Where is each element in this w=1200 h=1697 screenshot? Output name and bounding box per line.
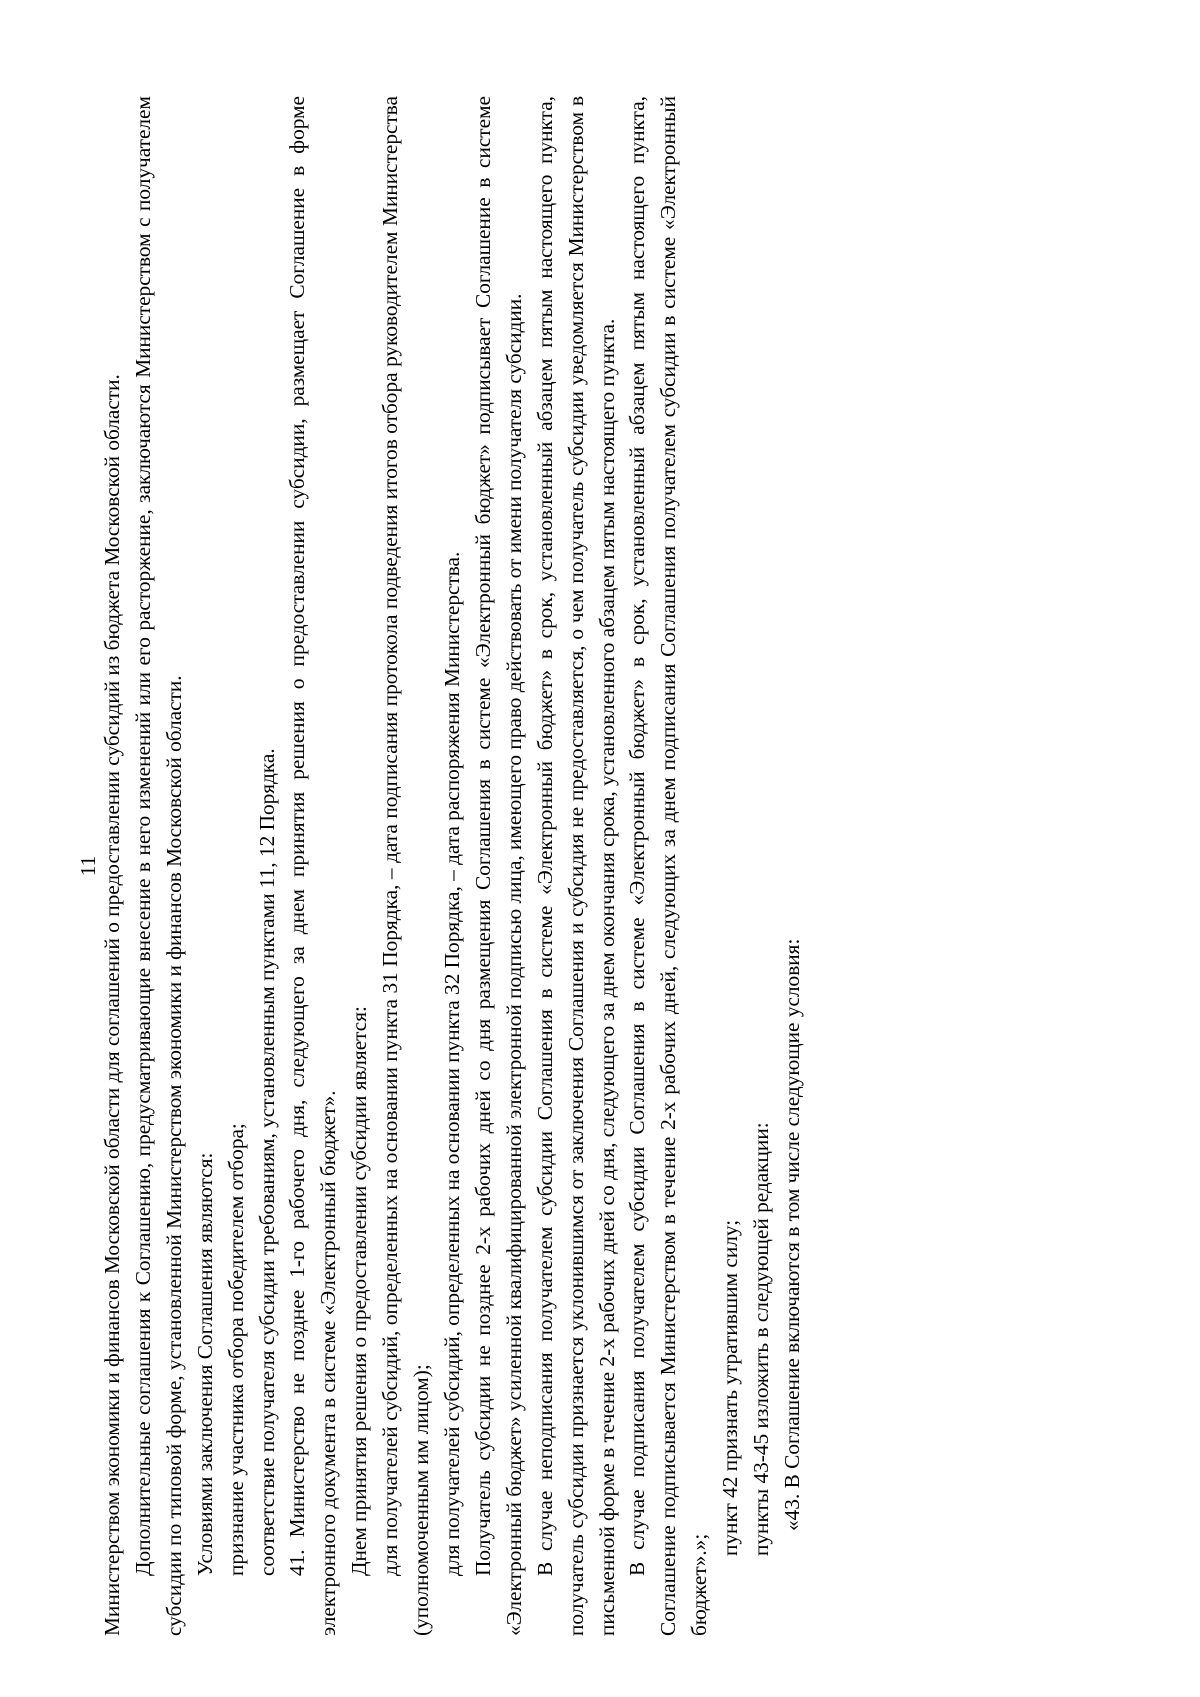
paragraph: В случае подписания получателем субсидии Соглашения в системе «Электронный бюджет» в срок, установленный абзацем пятым настоящего пункта, Соглашение подписывается Министерством в течение 2-х рабочих дней, следующих за днем подписания Соглашения получателем субсидии в системе «Электронный бюджет».»; [625,96,712,1636]
paragraph: Получатель субсидии не позднее 2-х рабочих дней со дня размещения Соглашения в системе «Электронный бюджет» подписывает Соглашение в системе «Электронный бюджет» усиленной квалифицированной электронной подписью лица, имеющего право действовать от имени получателя субсидии. [470,96,526,1636]
rotated-content [76,96,1027,1636]
paragraph: соответствие получателя субсидии требованиям, установленным пунктами 11, 12 Порядка. [254,748,279,1576]
page-number: 11 [76,855,100,877]
paragraph: пункты 43-45 изложить в следующей редакции: [749,1122,774,1556]
paragraph: «43. В Соглашение включаются в том числе следующие условия: [779,938,804,1531]
paragraph: Дополнительные соглашения к Соглашению, предусматривающие внесение в него изменений или его расторжение, заключаются Министерством с получателем субсидии по типовой форме, установленной Министерством экономики и финансов Московской области. [130,96,186,1636]
paragraph: для получателей субсидий, определенных на основании пункта 31 Порядка, – дата подписания протокола подведения итогов отбора руководителем Министерства (уполномоченным им лицом); [378,96,434,1636]
paragraph: признание участника отбора победителем отбора; [223,1123,248,1576]
paragraph: В случае неподписания получателем субсидии Соглашения в системе «Электронный бюджет» в срок, установленный абзацем пятым настоящего пункта, получатель субсидии признается уклонившимся от заключения Соглашения и субсидия не предоставляется, о чем получатель субсидии уведомляется Министерством в письменной форме в течение 2-х рабочих дней со дня, следующего за днем окончания срока, установленного абзацем пятым настоящего пункта. [532,96,619,1636]
paragraph: Днем принятия решения о предоставлении субсидии является: [347,1006,372,1576]
paragraph: Условиями заключения Соглашения являются: [192,1152,217,1576]
paragraph: 41. Министерство не позднее 1-го рабочего дня, следующего за днем принятия решения о предоставлении субсидии, размещает Соглашение в форме электронного документа в системе «Электронный бюджет». [285,96,341,1636]
paragraph: Министерством экономики и финансов Московской области для соглашений о предоставлении субсидий из бюджета Московской области. [100,374,124,1636]
paragraph: для получателей субсидий, определенных на основании пункта 32 Порядка, – дата распоряжения Министерства. [439,551,464,1576]
paragraph: пункт 42 признать утратившим силу; [718,1219,743,1556]
